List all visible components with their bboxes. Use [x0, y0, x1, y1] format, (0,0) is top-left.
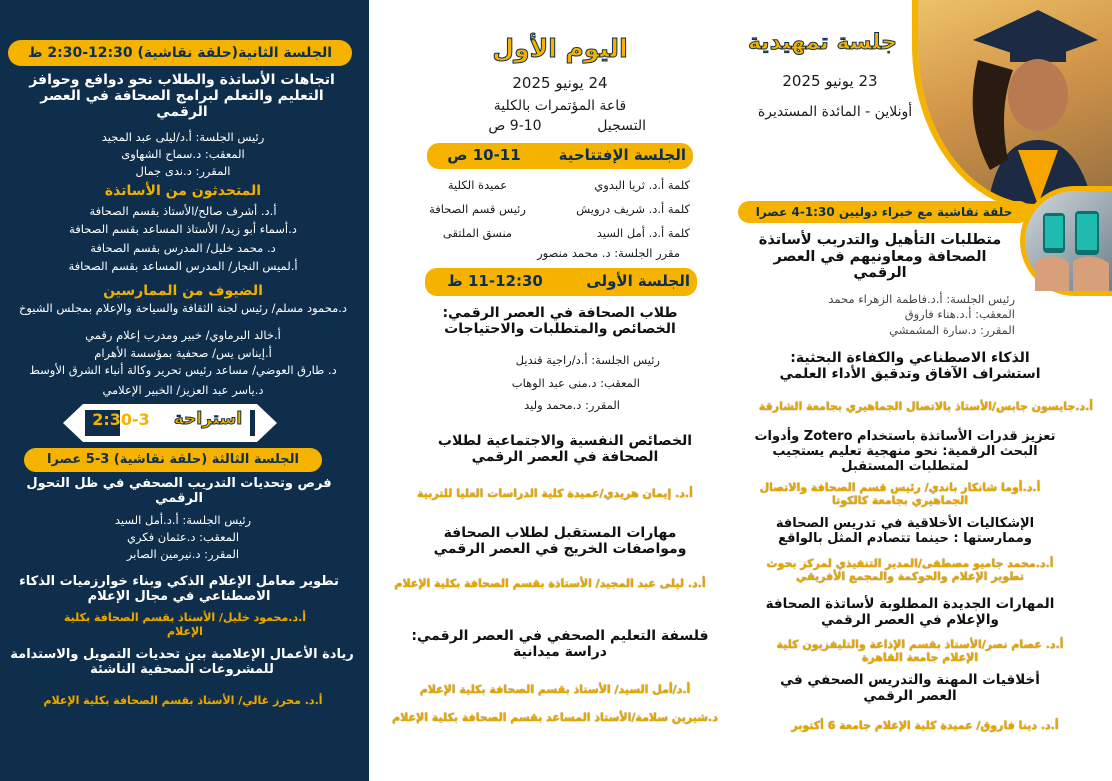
session1-paper3-speaker: أ.د/أمل السيد/ الأستاذ بقسم الصحافة بكلية الإعلام	[419, 683, 691, 696]
intro-session-date: 23 يونيو 2025	[782, 72, 878, 90]
session3-chair: رئيس الجلسة: أ.د.أمل السيد	[114, 513, 252, 527]
day-one-title: اليوم الأول	[492, 34, 628, 63]
professor-1: أ.د. أشرف صالح/الأستاذ بقسم الصحافة	[89, 204, 277, 218]
photo-frame	[912, 0, 1112, 210]
session1-paper1-speaker: أ.د. إيمان هريدي/عميدة كلية الدراسات العليا للتربية	[417, 487, 693, 500]
guest-4: د. طارق العوضي/ مساعد رئيس تحرير وكالة أنباء الشرق الأوسط	[29, 363, 337, 377]
opening-speaker-3: كلمة أ.د. أمل السيد	[596, 226, 690, 240]
intro-paper4-title: المهارات الجديدة المطلوبة لأساتذة الصحافة والإعلام في العصر الرقمي	[765, 596, 1055, 628]
professor-2: د.أسماء أبو زيد/ الأستاذ المساعد بقسم الصحافة	[69, 222, 297, 236]
opening-speaker-2: كلمة أ.د. شريف درويش	[576, 202, 690, 216]
session2-header: الجلسة الثانية(حلقة نقاشية) 12:30-2:30 ظ	[8, 40, 352, 66]
session1-paper3-title: فلسفة التعليم الصحفي في العصر الرقمي: دراسة ميدانية	[411, 628, 709, 661]
guest-1: د.محمود مسلم/ رئيس لجنة الثقافة والسياحة والإعلام بمجلس الشيوخ	[18, 301, 348, 315]
opening-role-1: عميدة الكلية	[447, 178, 508, 192]
guest-3: أ.إيناس يس/ صحفية بمؤسسة الأهرام	[94, 346, 272, 360]
intro-session-mode: أونلاين - المائدة المستديرة	[757, 104, 913, 120]
session3-reporter: المقرر: د.نيرمين الصابر	[126, 547, 240, 561]
intro-chair: رئيس الجلسة: أ.د.فاطمة الزهراء محمد	[828, 292, 1015, 306]
session3-commentator: المعقب: د.عثمان فكري	[126, 530, 240, 544]
opening-session-title: الجلسة الإفتتاحية	[558, 146, 686, 164]
intro-paper2-title: تعزيز قدرات الأساتذة باستخدام Zotero وأدوات البحث الرقمية: نحو منهجية تعليم يستجيب لمتطلبات المستقبل	[754, 429, 1056, 474]
professor-4: أ.لميس النجار/ المدرس المساعد بقسم الصحافة	[68, 259, 298, 273]
professor-3: د. محمد خليل/ المدرس بقسم الصحافة	[90, 241, 276, 255]
guests-heading: الضيوف من الممارسين	[103, 283, 263, 299]
intro-paper4-speaker: أ.د. عصام نصر/الأستاذ بقسم الإذاعة والتليفزيون كلية الإعلام جامعة القاهرة	[776, 638, 1064, 665]
session3-header: الجلسة الثالثة (حلقة نقاشية) 3-5 عصرا	[24, 448, 322, 472]
session1-paper2-speaker: أ.د. ليلى عبد المجيد/ الأستاذة بقسم الصحافة بكلية الإعلام	[394, 577, 706, 590]
break-label: استراحة	[173, 409, 243, 429]
intro-paper5-title: أخلاقيات المهنة والتدريس الصحفي في العصر الرقمي	[780, 672, 1040, 704]
phone-image	[1020, 186, 1112, 296]
guest-5: د.ياسر عبد العزيز/ الخبير الإعلامي	[102, 383, 264, 397]
session1-reporter: المقرر: د.محمد وليد	[524, 398, 620, 412]
registration-label: التسجيل	[597, 118, 646, 134]
intro-reporter: المقرر: د.سارة المشمشي	[889, 323, 1015, 337]
left-panel	[0, 0, 369, 781]
session3-paper1-speaker: أ.د.محمود خليل/ الأستاذ بقسم الصحافة بكلية الإعلام	[63, 611, 307, 639]
guest-2: أ.خالد البرماوي/ خبير ومدرب إعلام رقمي	[85, 328, 281, 342]
session1-title: الجلسة الأولى	[586, 272, 690, 290]
session1-commentator: المعقب: د.منى عبد الوهاب	[511, 376, 640, 390]
opening-session-time: 10-11 ص	[447, 146, 521, 164]
day-one-venue: قاعة المؤتمرات بالكلية	[493, 98, 627, 114]
intro-paper2-speaker: أ.د.أوما شانكار باندي/ رئيس قسم الصحافة والاتصال الجماهيري بجامعة كالكوتا	[759, 481, 1041, 508]
opening-speaker-1: كلمة أ.د. ثريا البدوي	[594, 178, 690, 192]
intro-session-title: جلسة تمهيدية	[747, 30, 898, 55]
registration-time: 9-10 ص	[488, 118, 542, 134]
session2-reporter: المقرر: د.ندى جمال	[135, 164, 231, 178]
panel-header: حلقة نقاشية مع خبراء دوليين 1:30-4 عصرا	[738, 201, 1030, 223]
intro-paper1-title: الذكاء الاصطناعي والكفاءة البحثية: استشراف الآفاق وتدقيق الأداء العلمي	[779, 350, 1041, 383]
opening-rapporteur: مقرر الجلسة: د. محمد منصور	[537, 246, 680, 260]
day-one-date: 24 يونيو 2025	[512, 74, 608, 92]
intro-paper3-title: الإشكاليات الأخلاقية في تدريس الصحافة وممارستها : حينما تتصادم المثل بالواقع	[775, 516, 1035, 546]
session2-commentator: المعقب: د.سماح الشهاوى	[121, 147, 245, 161]
break-time: 2:30-3	[92, 410, 150, 429]
opening-role-2: رئيس قسم الصحافة	[429, 202, 526, 216]
session1-chair: رئيس الجلسة: أ.د/راجية قنديل	[515, 353, 660, 367]
intro-commentator: المعقب: أ.د.هناء فاروق	[904, 307, 1015, 321]
intro-paper1-speaker: أ.د.جايسون جابس/الأستاذ بالاتصال الجماهيري بجامعة الشارقة	[758, 400, 1094, 413]
intro-paper5-speaker: أ.د. دينا فاروق/ عميدة كلية الإعلام جامعة 6 أكتوبر	[791, 719, 1059, 732]
intro-section-title: متطلبات التأهيل والتدريب لأساتذة الصحافة ومعاونيهم في العصر الرقمي	[758, 232, 1002, 282]
session3-paper2-speaker: أ.د. محرز غالي/ الأستاذ بقسم الصحافة بكلية الإعلام	[43, 694, 323, 707]
session3-paper1-title: تطوير معامل الإعلام الذكي وبناء خوارزميات الذكاء الاصطناعي في مجال الإعلام	[19, 574, 339, 604]
session3-title: فرص وتحديات التدريب الصحفي في ظل التحول الرقمي	[26, 476, 332, 506]
session2-title: اتجاهات الأساتذة والطلاب نحو دوافع وحوافز التعليم والتعلم لبرامج الصحافة في العصر الرقمي	[29, 72, 335, 121]
opening-role-3: منسق الملتقى	[442, 226, 513, 240]
intro-paper3-speaker: أ.د.محمد جاميو مصطفى/المدير التنفيذي لمركز بحوث تطوير الإعلام والحوكمة والمجمع الأفريقي	[766, 557, 1054, 584]
session1-time: 11-12:30 ظ	[447, 272, 543, 290]
session2-chair: رئيس الجلسة: أ.د/ليلى عبد المجيد	[101, 130, 265, 144]
session1-paper2-title: مهارات المستقبل لطلاب الصحافة ومواصفات الخريج في العصر الرقمي	[433, 525, 687, 558]
session1-paper3-speaker2: د.شيرين سلامة/الأستاذ المساعد بقسم الصحافة بكلية الإعلام	[392, 711, 718, 724]
professors-heading: المتحدثون من الأساتذة	[104, 183, 262, 199]
session3-paper2-title: ريادة الأعمال الإعلامية بين تحديات التمويل والاستدامة للمشروعات الصحفية الناشئة	[10, 647, 354, 677]
session1-paper1-title: الخصائص النفسية والاجتماعية لطلاب الصحافة في العصر الرقمي	[437, 433, 693, 466]
session1-topic: طلاب الصحافة في العصر الرقمي: الخصائص والمتطلبات والاحتياجات	[442, 305, 678, 338]
